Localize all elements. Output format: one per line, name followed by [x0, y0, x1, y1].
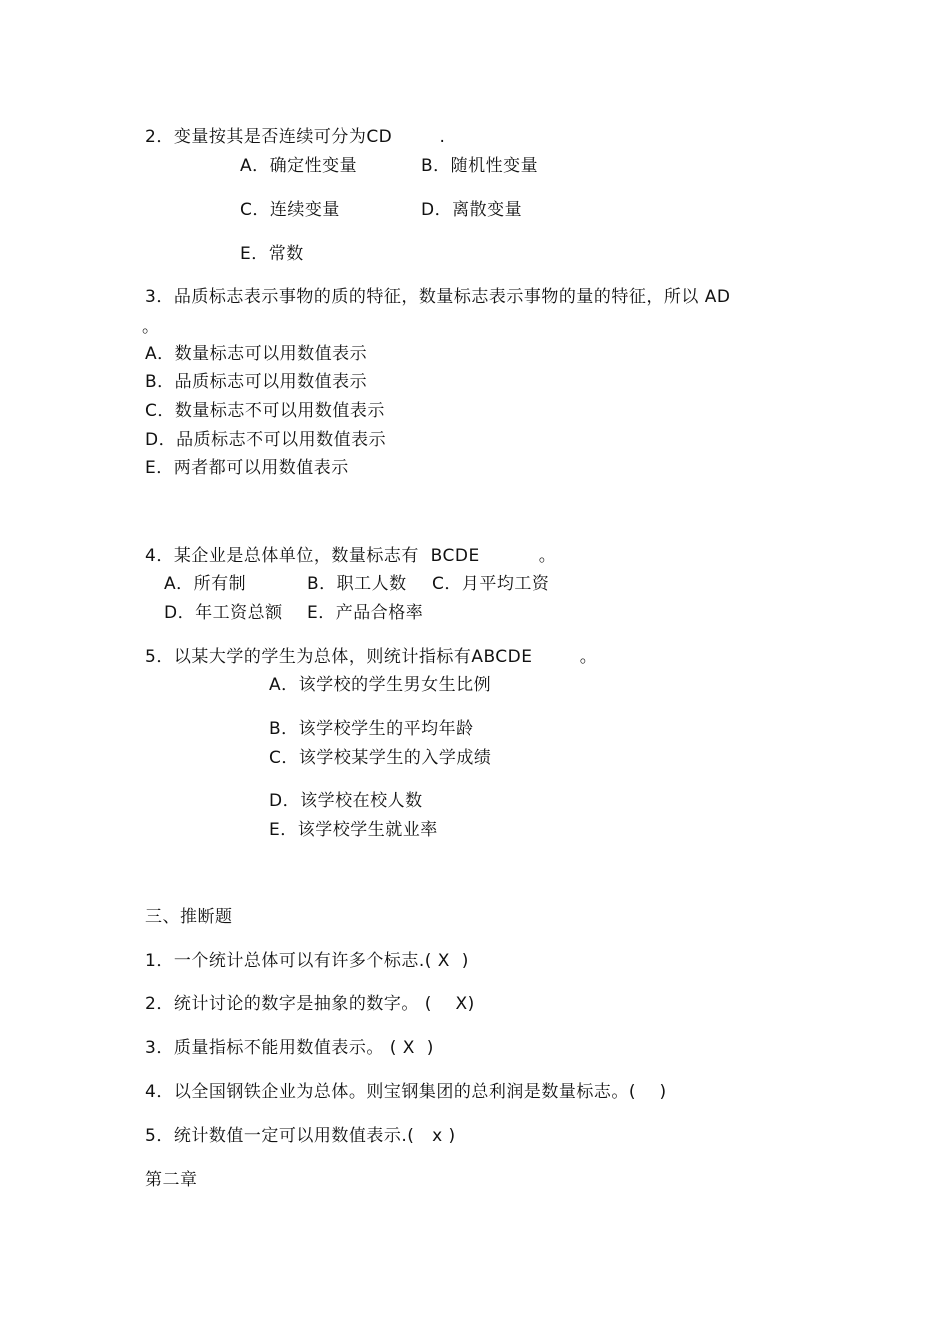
judgment-item-5: 5．统计数值一定可以用数值表示.( x ): [145, 1126, 456, 1146]
q3-option-d: D．品质标志不可以用数值表示: [145, 430, 387, 450]
q4-option-a: A．所有制: [164, 574, 247, 594]
q3-stem-end: 。: [142, 317, 160, 337]
q4-option-b: B．职工人数: [307, 574, 407, 594]
q3-option-a: A．数量标志可以用数值表示: [145, 344, 368, 364]
q4-option-e: E．产品合格率: [307, 603, 424, 623]
q5-option-d: D．该学校在校人数: [269, 791, 423, 811]
q5-option-c: C．该学校某学生的入学成绩: [269, 748, 492, 768]
q2-option-b: B．随机性变量: [421, 156, 539, 176]
q2-option-c: C．连续变量: [240, 200, 340, 220]
section3-title: 三、推断题: [145, 907, 233, 927]
q2-option-a: A．确定性变量: [240, 156, 358, 176]
chapter-heading: 第二章: [145, 1170, 198, 1190]
q3-option-c: C．数量标志不可以用数值表示: [145, 401, 385, 421]
q3-option-b: B．品质标志可以用数值表示: [145, 372, 368, 392]
judgment-item-1: 1．一个统计总体可以有许多个标志.( X ): [145, 951, 469, 971]
q2-stem: 2．变量按其是否连续可分为CD .: [145, 127, 446, 147]
q5-stem: 5．以某大学的学生为总体，则统计指标有ABCDE 。: [145, 647, 598, 667]
q5-option-a: A．该学校的学生男女生比例: [269, 675, 492, 695]
judgment-item-4: 4．以全国钢铁企业为总体。则宝钢集团的总利润是数量标志。( ): [145, 1082, 667, 1102]
judgment-item-2: 2．统计讨论的数字是抽象的数字。 ( X): [145, 994, 475, 1014]
judgment-item-3: 3．质量指标不能用数值表示。 ( X ): [145, 1038, 434, 1058]
q4-option-d: D．年工资总额: [164, 603, 283, 623]
q2-option-e: E．常数: [240, 244, 304, 264]
q4-stem: 4．某企业是总体单位，数量标志有 BCDE 。: [145, 546, 557, 566]
q2-option-d: D．离散变量: [421, 200, 523, 220]
q4-option-c: C．月平均工资: [432, 574, 550, 594]
q5-option-b: B．该学校学生的平均年龄: [269, 719, 474, 739]
q5-option-e: E．该学校学生就业率: [269, 820, 438, 840]
q3-stem: 3．品质标志表示事物的质的特征，数量标志表示事物的量的特征，所以 AD: [145, 287, 731, 307]
q3-option-e: E．两者都可以用数值表示: [145, 458, 349, 478]
